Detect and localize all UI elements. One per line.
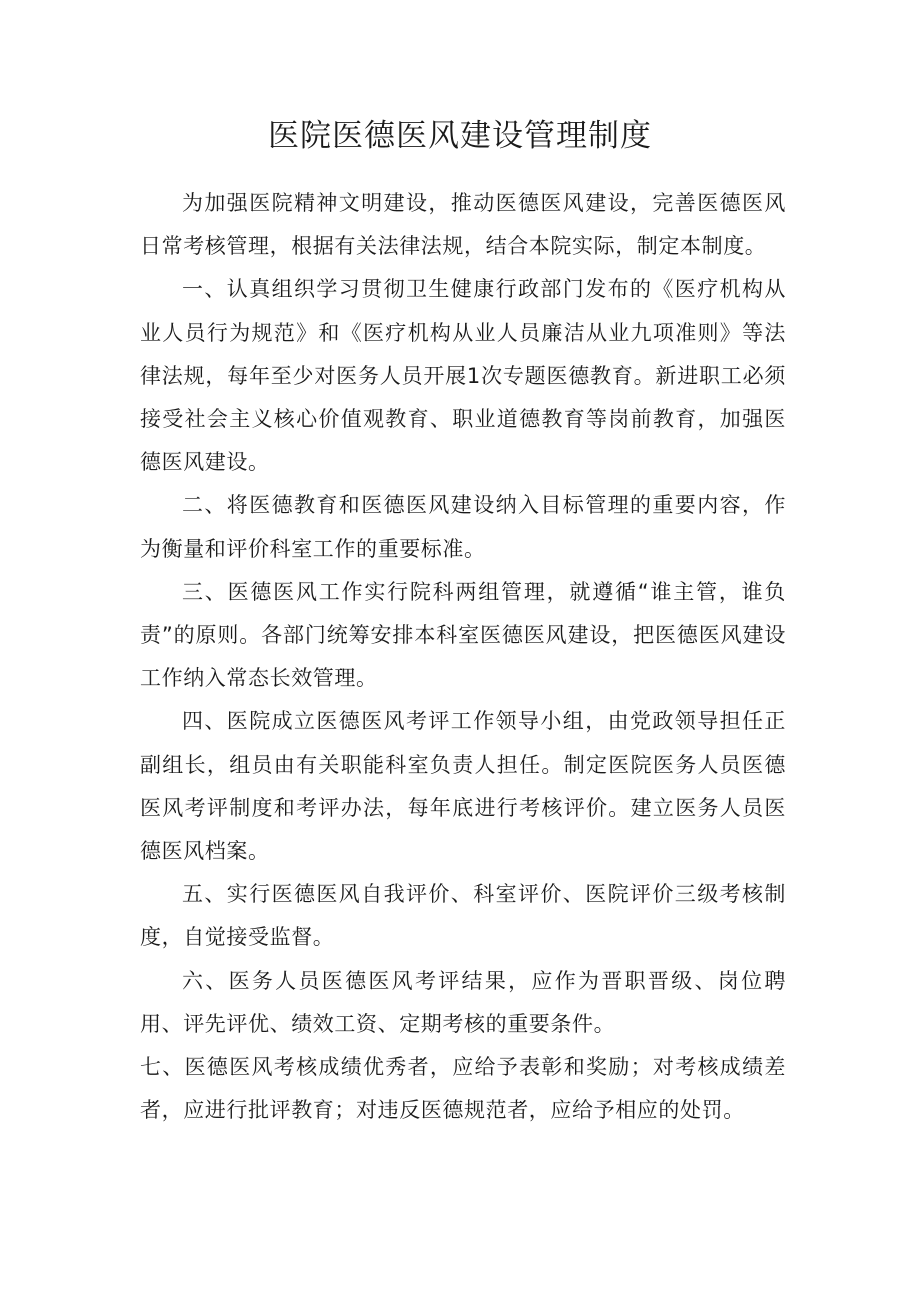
document-title: 医院医德医风建设管理制度 — [268, 118, 652, 154]
paragraph-item-7: 七、医德医风考核成绩优秀者，应给予表彰和奖励；对考核成绩差者，应进行批评教育；对违反医德规范者，应给予相应的处罚。 — [140, 1055, 786, 1123]
paragraph-item-1: 一、认真组织学习贯彻卫生健康行政部门发布的《医疗机构从业人员行为规范》和《医疗机构从业人员廉洁从业九项准则》等法律法规，每年至少对医务人员开展1次专题医德教育。新进职工必须接受社会主义核心价值观教育、职业道德教育等岗前教育，加强医德医风建设。 — [140, 277, 786, 475]
document-body — [140, 182, 786, 1132]
paragraph-item-6: 六、医务人员医德医风考评结果，应作为晋职晋级、岗位聘用、评先评优、绩效工资、定期考核的重要条件。 — [140, 968, 786, 1036]
paragraph-item-3: 三、医德医风工作实行院科两组管理，就遵循“谁主管，谁负责”的原则。各部门统筹安排本科室医德医风建设，把医德医风建设工作纳入常态长效管理。 — [140, 579, 786, 691]
paragraph-item-4: 四、医院成立医德医风考评工作领导小组，由党政领导担任正副组长，组员由有关职能科室负责人担任。制定医院医务人员医德医风考评制度和考评办法，每年底进行考核评价。建立医务人员医德医风档案。 — [140, 709, 786, 864]
paragraph-intro: 为加强医院精神文明建设，推动医德医风建设，完善医德医风日常考核管理，根据有关法律法规，结合本院实际，制定本制度。 — [140, 191, 786, 259]
paragraph-item-5: 五、实行医德医风自我评价、科室评价、医院评价三级考核制度，自觉接受监督。 — [140, 882, 786, 950]
paragraph-item-2: 二、将医德教育和医德医风建设纳入目标管理的重要内容，作为衡量和评价科室工作的重要标准。 — [140, 493, 786, 561]
